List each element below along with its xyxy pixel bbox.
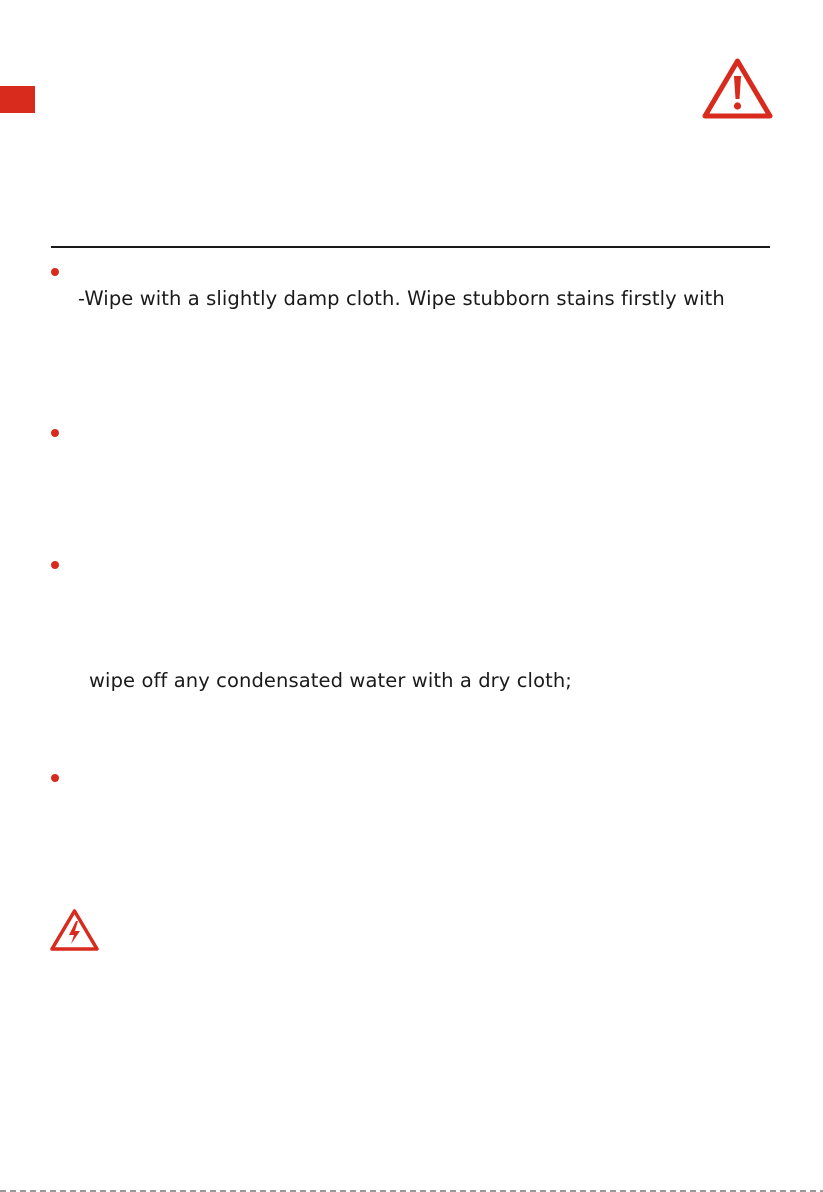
electric-hazard-icon: [49, 908, 100, 953]
bullet-point: [51, 429, 59, 437]
cleaning-instruction-line: -Wipe with a slightly damp cloth. Wipe stubborn stains firstly with: [78, 287, 725, 310]
section-divider: [51, 246, 770, 248]
warning-icon: [701, 57, 774, 121]
page-tab-marker: [0, 86, 35, 113]
bullet-point: [51, 561, 59, 569]
bullet-point: [51, 774, 59, 782]
bullet-point: [51, 268, 59, 276]
condensation-instruction-line: wipe off any condensated water with a dry cloth;: [89, 669, 572, 692]
